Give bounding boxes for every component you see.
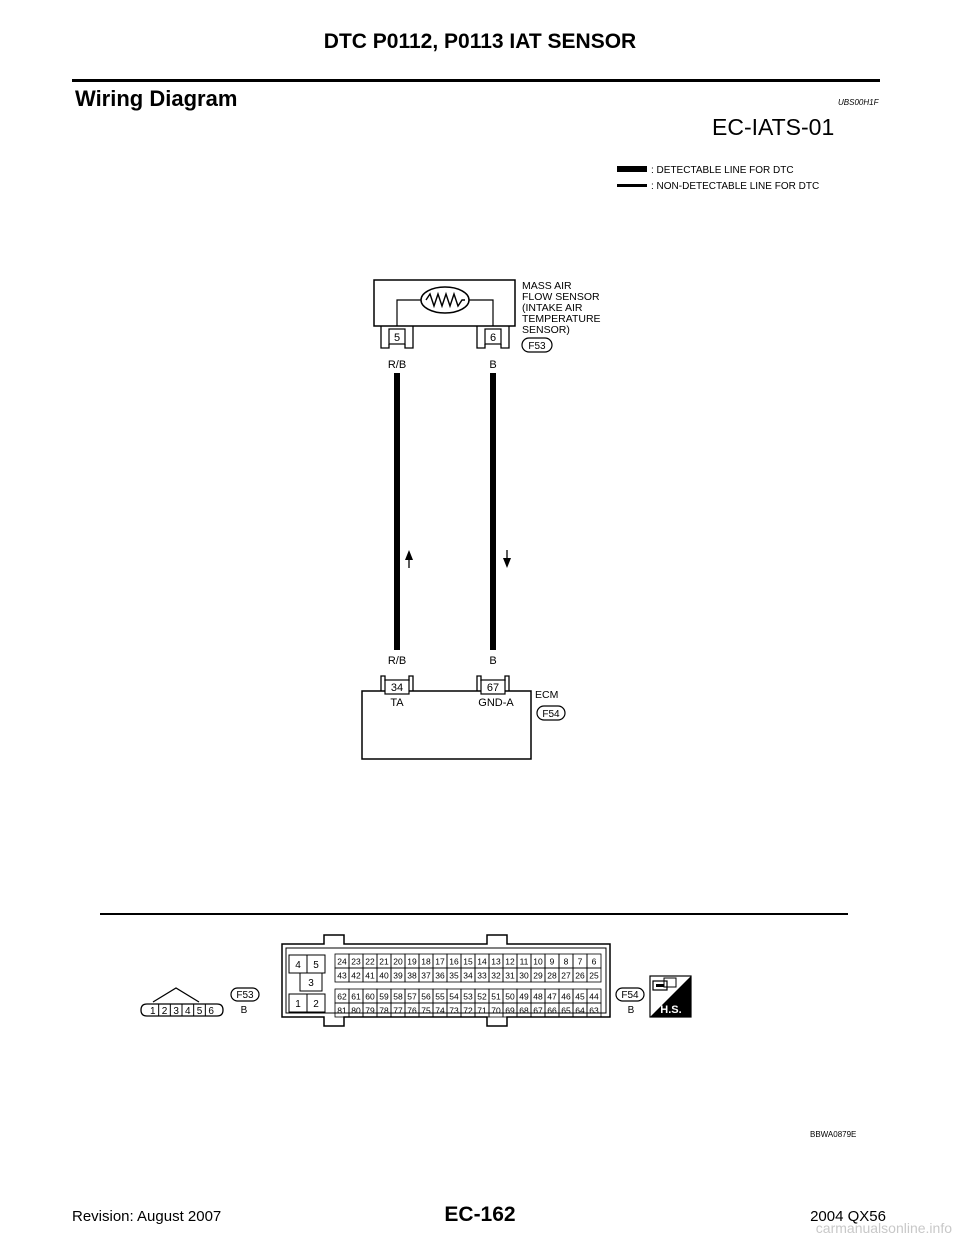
f54-pin-36: 36 (435, 970, 445, 981)
f54-pin-24: 24 (337, 956, 347, 967)
f54-pin-57: 57 (407, 991, 417, 1002)
f54-pin-72: 72 (463, 1005, 473, 1016)
f54-pin-66: 66 (547, 1005, 557, 1016)
f54-pin-46: 46 (561, 991, 571, 1002)
hs-badge-label: H.S. (660, 1004, 682, 1016)
wire-b (490, 373, 496, 650)
f54-pin-59: 59 (379, 991, 389, 1002)
f54-pin-29: 29 (533, 970, 543, 981)
f54-pin-69: 69 (505, 1005, 515, 1016)
footer-page-number: EC-162 (444, 1203, 516, 1226)
f54-pin-32: 32 (491, 970, 501, 981)
sensor-pin-5-label: 5 (393, 332, 401, 344)
legend-thin-line (617, 184, 647, 187)
maf-sensor (374, 280, 601, 352)
legend-thick-line (617, 166, 647, 172)
f54-small-pins (289, 955, 325, 1012)
page-title: DTC P0112, P0113 IAT SENSOR (323, 30, 637, 53)
f54-pin-35: 35 (449, 970, 459, 981)
f54-pin-65: 65 (561, 1005, 571, 1016)
f54-pin-63: 63 (589, 1005, 599, 1016)
sensor-name-line-3: (INTAKE AIR (522, 302, 583, 314)
wires (388, 359, 511, 667)
f53-pin-1: 1 (150, 1006, 156, 1017)
f54-pin-28: 28 (547, 970, 557, 981)
wire-rb-bottom-label: R/B (387, 655, 407, 667)
f53-id: F53 (236, 990, 254, 1001)
figure-code: BBWA0879E (810, 1130, 857, 1139)
sensor-name-line-2: FLOW SENSOR (522, 291, 600, 303)
f54-pin-62: 62 (337, 991, 347, 1002)
f54-pin-17: 17 (435, 956, 445, 967)
section-heading: Wiring Diagram (75, 86, 238, 111)
f54-pin-45: 45 (575, 991, 585, 1002)
svg-text:3: 3 (308, 978, 314, 989)
footer-model: 2004 QX56 (810, 1208, 886, 1225)
f54-pin-22: 22 (365, 956, 375, 967)
f54-pin-30: 30 (519, 970, 529, 981)
f54-pin-33: 33 (477, 970, 487, 981)
f54-pin-38: 38 (407, 970, 417, 981)
f54-pin-48: 48 (533, 991, 543, 1002)
f54-pin-64: 64 (575, 1005, 585, 1016)
sensor-connector-id: F53 (528, 341, 546, 352)
sensor-name-line-4: TEMPERATURE (522, 313, 601, 325)
f54-pin-58: 58 (393, 991, 403, 1002)
f54-pin-52: 52 (477, 991, 487, 1002)
f54-pin-70: 70 (491, 1005, 501, 1016)
f54-pin-21: 21 (379, 956, 389, 967)
f54-pin-7: 7 (577, 956, 583, 967)
f54-pin-74: 74 (435, 1005, 445, 1016)
f54-pin-71: 71 (477, 1005, 487, 1016)
ecm-connector-id: F54 (542, 709, 560, 720)
f54-pin-18: 18 (421, 956, 431, 967)
f54-pin-54: 54 (449, 991, 459, 1002)
section-code: UBS00H1F (838, 98, 879, 107)
f54-pin-41: 41 (365, 970, 375, 981)
f54-pin-13: 13 (491, 956, 501, 967)
f54-id: F54 (621, 990, 639, 1001)
f54-pin-6: 6 (591, 956, 597, 967)
wire-rb-top-label: R/B (387, 359, 407, 371)
f54-pin-50: 50 (505, 991, 515, 1002)
f54-pin-80: 80 (351, 1005, 361, 1016)
f54-pin-14: 14 (477, 956, 487, 967)
f53-pin-2: 2 (161, 1006, 168, 1017)
f54-pin-78: 78 (379, 1005, 389, 1016)
legend-detectable-label: : DETECTABLE LINE FOR DTC (651, 165, 794, 176)
f54-pin-9: 9 (549, 956, 555, 967)
sensor-pin-6-label: 6 (489, 332, 497, 344)
connector-section-rule (100, 913, 848, 915)
ecm-terminal-gnd-a: GND-A (478, 697, 514, 709)
f54-pin-76: 76 (407, 1005, 417, 1016)
f54-pin-79: 79 (365, 1005, 375, 1016)
f54-pin-19: 19 (407, 956, 417, 967)
f54-pin-49: 49 (519, 991, 529, 1002)
svg-text:2: 2 (313, 999, 319, 1010)
f54-pin-10: 10 (533, 956, 543, 967)
f54-pin-68: 68 (519, 1005, 529, 1016)
f54-pin-15: 15 (463, 956, 473, 967)
f54-pin-44: 44 (589, 991, 599, 1002)
f54-pin-77: 77 (393, 1005, 403, 1016)
f54-pin-56: 56 (421, 991, 431, 1002)
f53-pin-3: 3 (173, 1006, 179, 1017)
f54-pin-61: 61 (351, 991, 361, 1002)
sensor-name-line-5: SENSOR) (522, 324, 570, 336)
f53-pin-5: 5 (196, 1006, 203, 1017)
ecm (362, 676, 565, 759)
footer-revision: Revision: August 2007 (72, 1208, 222, 1225)
signal-up-arrow-icon (405, 550, 413, 568)
f54-pin-51: 51 (491, 991, 501, 1002)
f53-color: B (240, 1005, 248, 1016)
sensor-name-line-1: MASS AIR (522, 280, 572, 292)
diagram-code: EC-IATS-01 (712, 114, 835, 140)
f54-pin-34: 34 (463, 970, 473, 981)
ecm-name: ECM (535, 689, 559, 701)
f53-pin-4: 4 (185, 1006, 191, 1017)
f54-pin-20: 20 (393, 956, 403, 967)
svg-text:1: 1 (295, 999, 301, 1010)
f54-pin-75: 75 (421, 1005, 431, 1016)
f54-pin-60: 60 (365, 991, 375, 1002)
f54-pin-11: 11 (519, 956, 529, 967)
f54-pin-26: 26 (575, 970, 585, 981)
ecm-terminal-ta: TA (390, 697, 404, 709)
f54-pin-37: 37 (421, 970, 431, 981)
f54-pin-31: 31 (505, 970, 515, 981)
f54-pin-16: 16 (449, 956, 459, 967)
f54-pin-73: 73 (449, 1005, 459, 1016)
watermark: carmanualsonline.info (815, 1220, 952, 1236)
connector-f54-face (282, 935, 644, 1026)
f54-pin-55: 55 (435, 991, 445, 1002)
f54-pin-81: 81 (337, 1005, 347, 1016)
f54-pin-67: 67 (533, 1005, 543, 1016)
f54-pin-8: 8 (563, 956, 569, 967)
f54-pin-23: 23 (351, 956, 361, 967)
f54-pin-25: 25 (589, 970, 599, 981)
f53-pin-6: 6 (208, 1006, 214, 1017)
f54-pin-43: 43 (337, 970, 347, 981)
ecm-pin-34-label: 34 (390, 682, 404, 694)
f54-pin-12: 12 (505, 956, 515, 967)
connector-f53-face (141, 988, 259, 1017)
wire-b-top-label: B (489, 359, 497, 371)
f54-pin-53: 53 (463, 991, 473, 1002)
svg-text:4: 4 (295, 960, 301, 971)
legend (617, 165, 819, 192)
legend-non-detectable-label: : NON-DETECTABLE LINE FOR DTC (651, 181, 820, 192)
f54-pin-42: 42 (351, 970, 361, 981)
hs-badge-icon (650, 976, 691, 1017)
f54-pin-39: 39 (393, 970, 403, 981)
f54-pin-27: 27 (561, 970, 571, 981)
ground-down-arrow-icon (503, 550, 511, 568)
wire-b-bottom-label: B (489, 655, 497, 667)
f54-color: B (627, 1005, 635, 1016)
f54-pin-47: 47 (547, 991, 557, 1002)
f54-pin-40: 40 (379, 970, 389, 981)
wire-rb (394, 373, 400, 650)
ecm-pin-67-label: 67 (486, 682, 500, 694)
svg-text:5: 5 (313, 960, 319, 971)
